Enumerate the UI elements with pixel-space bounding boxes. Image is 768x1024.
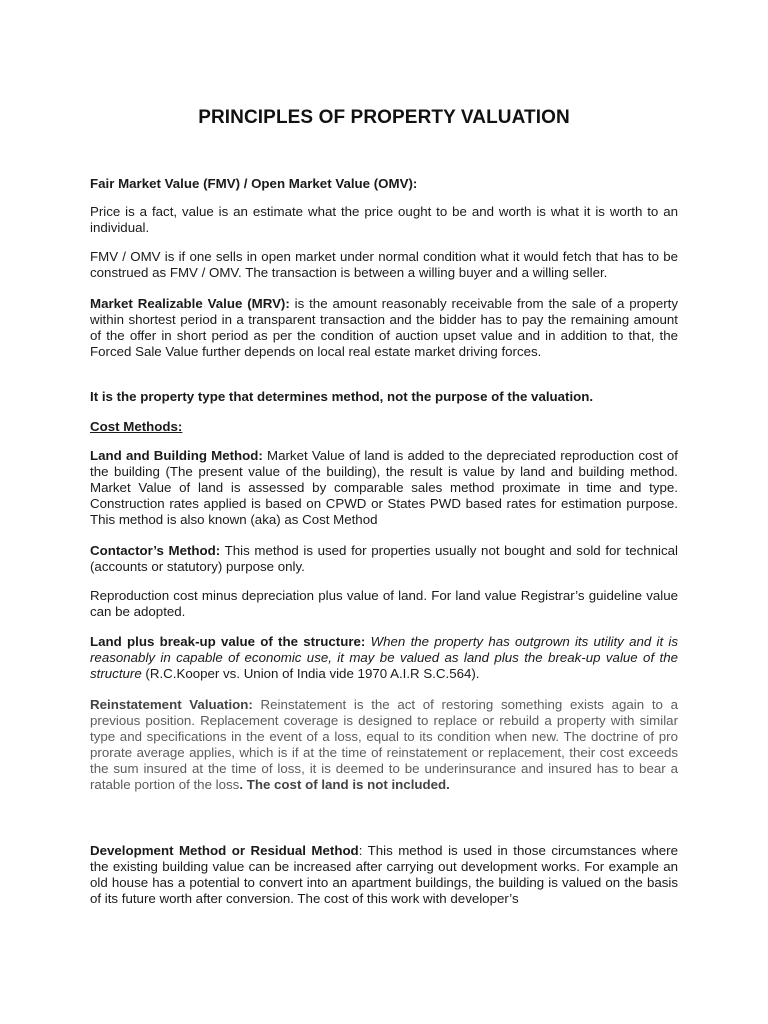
mrv-paragraph (90, 296, 678, 360)
contractor-text: This method is used for properties usually not bought and sold for technical (accounts or statutory) purpose only. (90, 543, 678, 575)
contractor-term: Contactor’s Method: (90, 543, 221, 558)
mrv-term: Market Realizable Value (MRV): (90, 296, 290, 311)
land-building-term: Land and Building Method: (90, 448, 263, 463)
reinstatement-tail: . The cost of land is not included. (239, 777, 450, 793)
method-statement: It is the property type that determines method, not the purpose of the valuation. (90, 389, 594, 404)
breakup-term: Land plus break-up value of the structure: (90, 634, 366, 649)
reinstatement-paragraph (90, 697, 678, 794)
page-title: PRINCIPLES OF PROPERTY VALUATION (198, 107, 570, 128)
breakup-paragraph (90, 634, 678, 682)
reinstatement-term: Reinstatement Valuation: (90, 697, 253, 712)
reinstatement-text: Reinstatement is the act of restoring something exists again to a previous position. Replacement coverage is designed to replace or rebuild a property with similar type and specifications in the event of a loss, equal to its condition when new. The doctrine of pro prorate average applies, which is if at the time of reinstatement or replacement, their cost exceeds the sum insured at the time of loss, it is deemed to be underinsurance and insured has to bear a ratable portion of the loss (90, 697, 678, 793)
contractor-paragraph (90, 543, 678, 575)
land-building-paragraph (90, 448, 678, 528)
cost-methods-heading: Cost Methods: (90, 419, 183, 434)
development-text: : This method is used in those circumstances where the existing building value can be increased after carrying out development works. For example an old house has a potential to convert into an apartment buildings, the building is valued on the basis of its future worth after conversion. The cost of this work with developer’s (90, 843, 678, 907)
development-term: Development Method or Residual Method (90, 843, 359, 858)
fmv-paragraph-1: Price is a fact, value is an estimate what the price ought to be and worth is what it is worth to an individual. (90, 204, 678, 236)
mrv-text: is the amount reasonably receivable from the sale of a property within shortest period in a transparent transaction and the bidder has to pay the remaining amount of the offer in short period as per the condition of auction upset value and in addition to that, the Forced Sale Value further depends on local real estate market driving forces. (90, 296, 678, 360)
fmv-paragraph-2: FMV / OMV is if one sells in open market under normal condition what it would fetch that has to be construed as FMV / OMV. The transaction is between a willing buyer and a willing seller. (90, 249, 678, 281)
land-building-text: Market Value of land is added to the depreciated reproduction cost of the building (The present value of the building), the result is value by land and building method. Market Value of land is assessed by comparable sales method proximate in time and type. Construction rates applied is based on CPWD or States PWD based rates for estimation purpose. This method is also known (aka) as Cost Method (90, 448, 678, 528)
development-paragraph (90, 843, 678, 907)
breakup-italic-text: When the property has outgrown its utility and it is reasonably in capable of economic use, it may be valued as land plus the break-up value of the structure (90, 634, 679, 682)
breakup-citation: (R.C.Kooper vs. Union of India vide 1970 A.I.R S.C.564). (141, 666, 480, 682)
fmv-heading: Fair Market Value (FMV) / Open Market Value (OMV): (90, 176, 418, 191)
reproduction-paragraph: Reproduction cost minus depreciation plus value of land. For land value Registrar’s guideline value can be adopted. (90, 588, 678, 620)
